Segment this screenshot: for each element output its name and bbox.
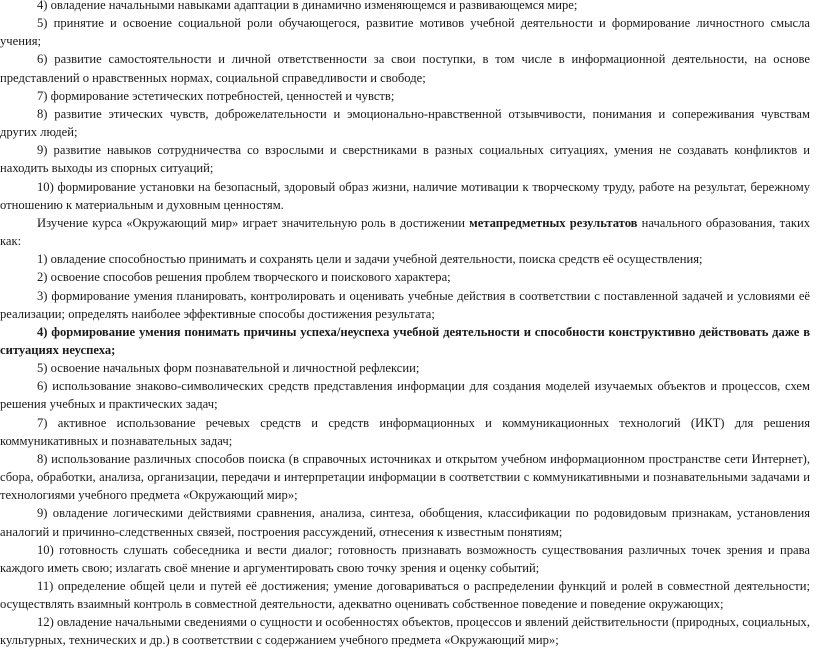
metasubject-result-2: 2) освоение способов решения проблем творческого и поискового характера; xyxy=(37,270,451,285)
metasubject-result-10: 10) готовность слушать собеседника и вести диалог; готовность признавать возможность существования различных точек зрения и права каждого иметь свою; излагать своё мнение и аргументировать свою точку зрения и оценку событий; xyxy=(0,542,810,575)
personal-result-10: 10) формирование установки на безопасный, здоровый образ жизни, наличие мотивации к творческому труду, работе на результат, бережному отношению к материальным и духовным ценностям. xyxy=(0,179,810,212)
personal-result-4: 4) овладение начальными навыками адаптации в динамично изменяющемся и развивающемся мире; xyxy=(37,0,578,12)
metasubject-result-4: 4) формирование умения понимать причины успеха/неуспеха учебной деятельности и способности конструктивно действовать даже в ситуациях неуспеха; xyxy=(0,324,810,357)
metasubject-result-9: 9) овладение логическими действиями сравнения, анализа, синтеза, обобщения, классификации по родовидовым признакам, установления аналогий и причинно-следственных связей, построения рассуждений, отнесения к известным понятиям; xyxy=(0,506,810,539)
personal-result-7: 7) формирование эстетических потребностей, ценностей и чувств; xyxy=(37,88,395,103)
personal-result-8: 8) развитие этических чувств, доброжелательности и эмоционально-нравственной отзывчивости, понимания и сопереживания чувствам других людей; xyxy=(0,106,810,140)
metasubject-result-11: 11) определение общей цели и путей её достижения; умение договариваться о распределении функций и ролей в совместной деятельности; осуществлять взаимный контроль в совместной деятельности, адекватно оценивать собственное поведение и поведение окружающих; xyxy=(0,579,810,612)
metasubject-result-1: 1) овладение способностью принимать и сохранять цели и задачи учебной деятельности, поиска средств её осуществления; xyxy=(37,252,703,267)
metasubject-result-8: 8) использование различных способов поиска (в справочных источниках и открытом учебном информационном пространстве сети Интернет), сбора, обработки, анализа, организации, передачи и интерпретации информации в соответствии с коммуникативными и познавательными задачами и технологиями учебного предмета «Окружающий мир»; xyxy=(0,451,810,503)
metasubject-intro-after: начального образования, таких как: xyxy=(0,215,810,249)
metasubject-result-3: 3) формирование умения планировать, контролировать и оценивать учебные действия в соответствии с поставленной задачей и условиями её реализации; определять наиболее эффективные способы достижения результата; xyxy=(0,288,810,321)
personal-result-5: 5) принятие и освоение социальной роли обучающегося, развитие мотивов учебной деятельности и формирование личностного смысла учения; xyxy=(0,16,810,49)
metasubject-intro xyxy=(0,214,810,250)
personal-result-6: 6) развитие самостоятельности и личной ответственности за свои поступки, в том числе в информационной деятельности, на основе представлений о нравственных нормах, социальной справедливости и свободе; xyxy=(0,52,810,85)
metasubject-term: метапредметных результатов xyxy=(469,215,638,230)
metasubject-result-5: 5) освоение начальных форм познавательной и личностной рефлексии; xyxy=(37,361,420,376)
metasubject-result-7: 7) активное использование речевых средств и средств информационных и коммуникационных технологий (ИКТ) для решения коммуникативных и познавательных задач; xyxy=(0,415,810,448)
personal-result-9: 9) развитие навыков сотрудничества со взрослыми и сверстниками в разных социальных ситуациях, умения не создавать конфликтов и находить выходы из спорных ситуаций; xyxy=(0,143,810,176)
metasubject-intro-before: Изучение курса «Окружающий мир» играет значительную роль в достижении xyxy=(37,215,470,230)
metasubject-result-6: 6) использование знаково-символических средств представления информации для создания моделей изучаемых объектов и процессов, схем решения учебных и практических задач; xyxy=(0,379,810,412)
metasubject-result-12: 12) овладение начальными сведениями о сущности и особенностях объектов, процессов и явлений действительности (природных, социальных, культурных, технических и др.) в соответствии с содержанием учебного предмета «Окружающий мир»; xyxy=(0,615,810,648)
